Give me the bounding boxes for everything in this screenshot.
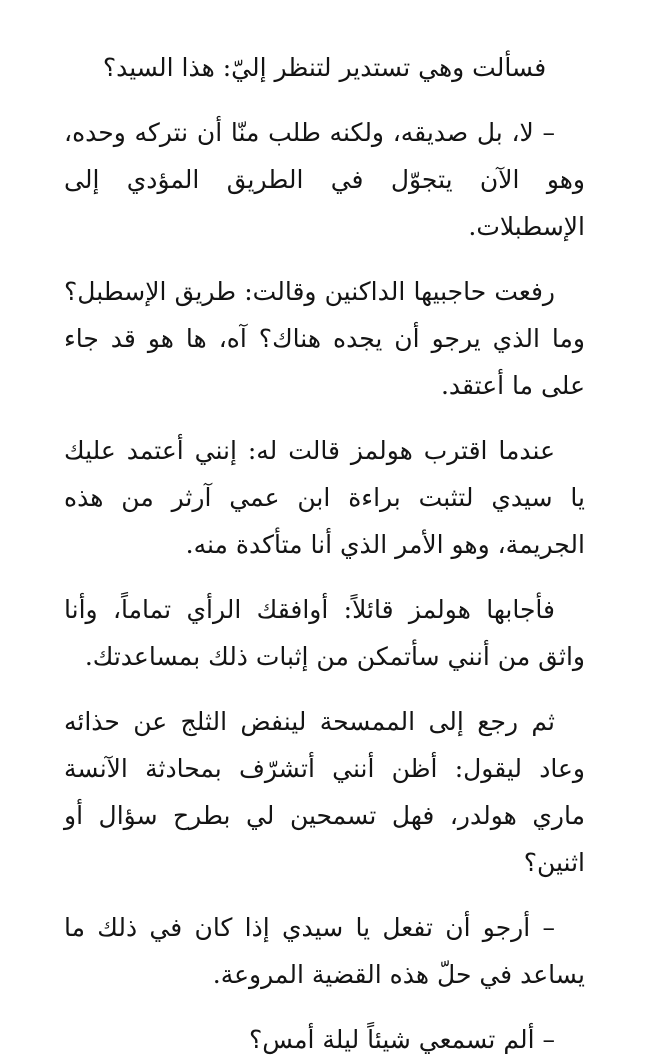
paragraph-5: فأجابها هولمز قائلاً: أوافقك الرأي تماماً، وأنا واثق من أنني سأتمكن من إثبات ذلك بمساعدتك. xyxy=(64,595,585,671)
paragraph-1: فسألت وهي تستدير لتنظر إليّ: هذا السيد؟ xyxy=(102,53,547,82)
paragraph-6: ثم رجع إلى الممسحة لينفض الثلج عن حذائه وعاد ليقول: أظن أنني أتشرّف بمحادثة الآنسة ماري هولدر، فهل تسمحين لي بطرح سؤال أو اثنين؟ xyxy=(64,707,585,877)
paragraph-4: عندما اقترب هولمز قالت له: إنني أعتمد عليك يا سيدي لتثبت براءة ابن عمي آرثر من هذه الجريمة، وهو الأمر الذي أنا متأكدة منه. xyxy=(64,436,585,559)
paragraph-2: – لا، بل صديقه، ولكنه طلب منّا أن نتركه وحده، وهو الآن يتجوّل في الطريق المؤدي إلى الإسطبلات. xyxy=(64,118,585,241)
paragraph-3: رفعت حاجبيها الداكنين وقالت: طريق الإسطبل؟ وما الذي يرجو أن يجده هناك؟ آه، ها هو قد جاء على ما أعتقد. xyxy=(64,277,585,400)
paragraph-7: – أرجو أن تفعل يا سيدي إذا كان في ذلك ما يساعد في حلّ هذه القضية المروعة. xyxy=(64,913,585,989)
paragraph-8: – ألم تسمعي شيئاً ليلة أمس؟ xyxy=(248,1025,555,1054)
